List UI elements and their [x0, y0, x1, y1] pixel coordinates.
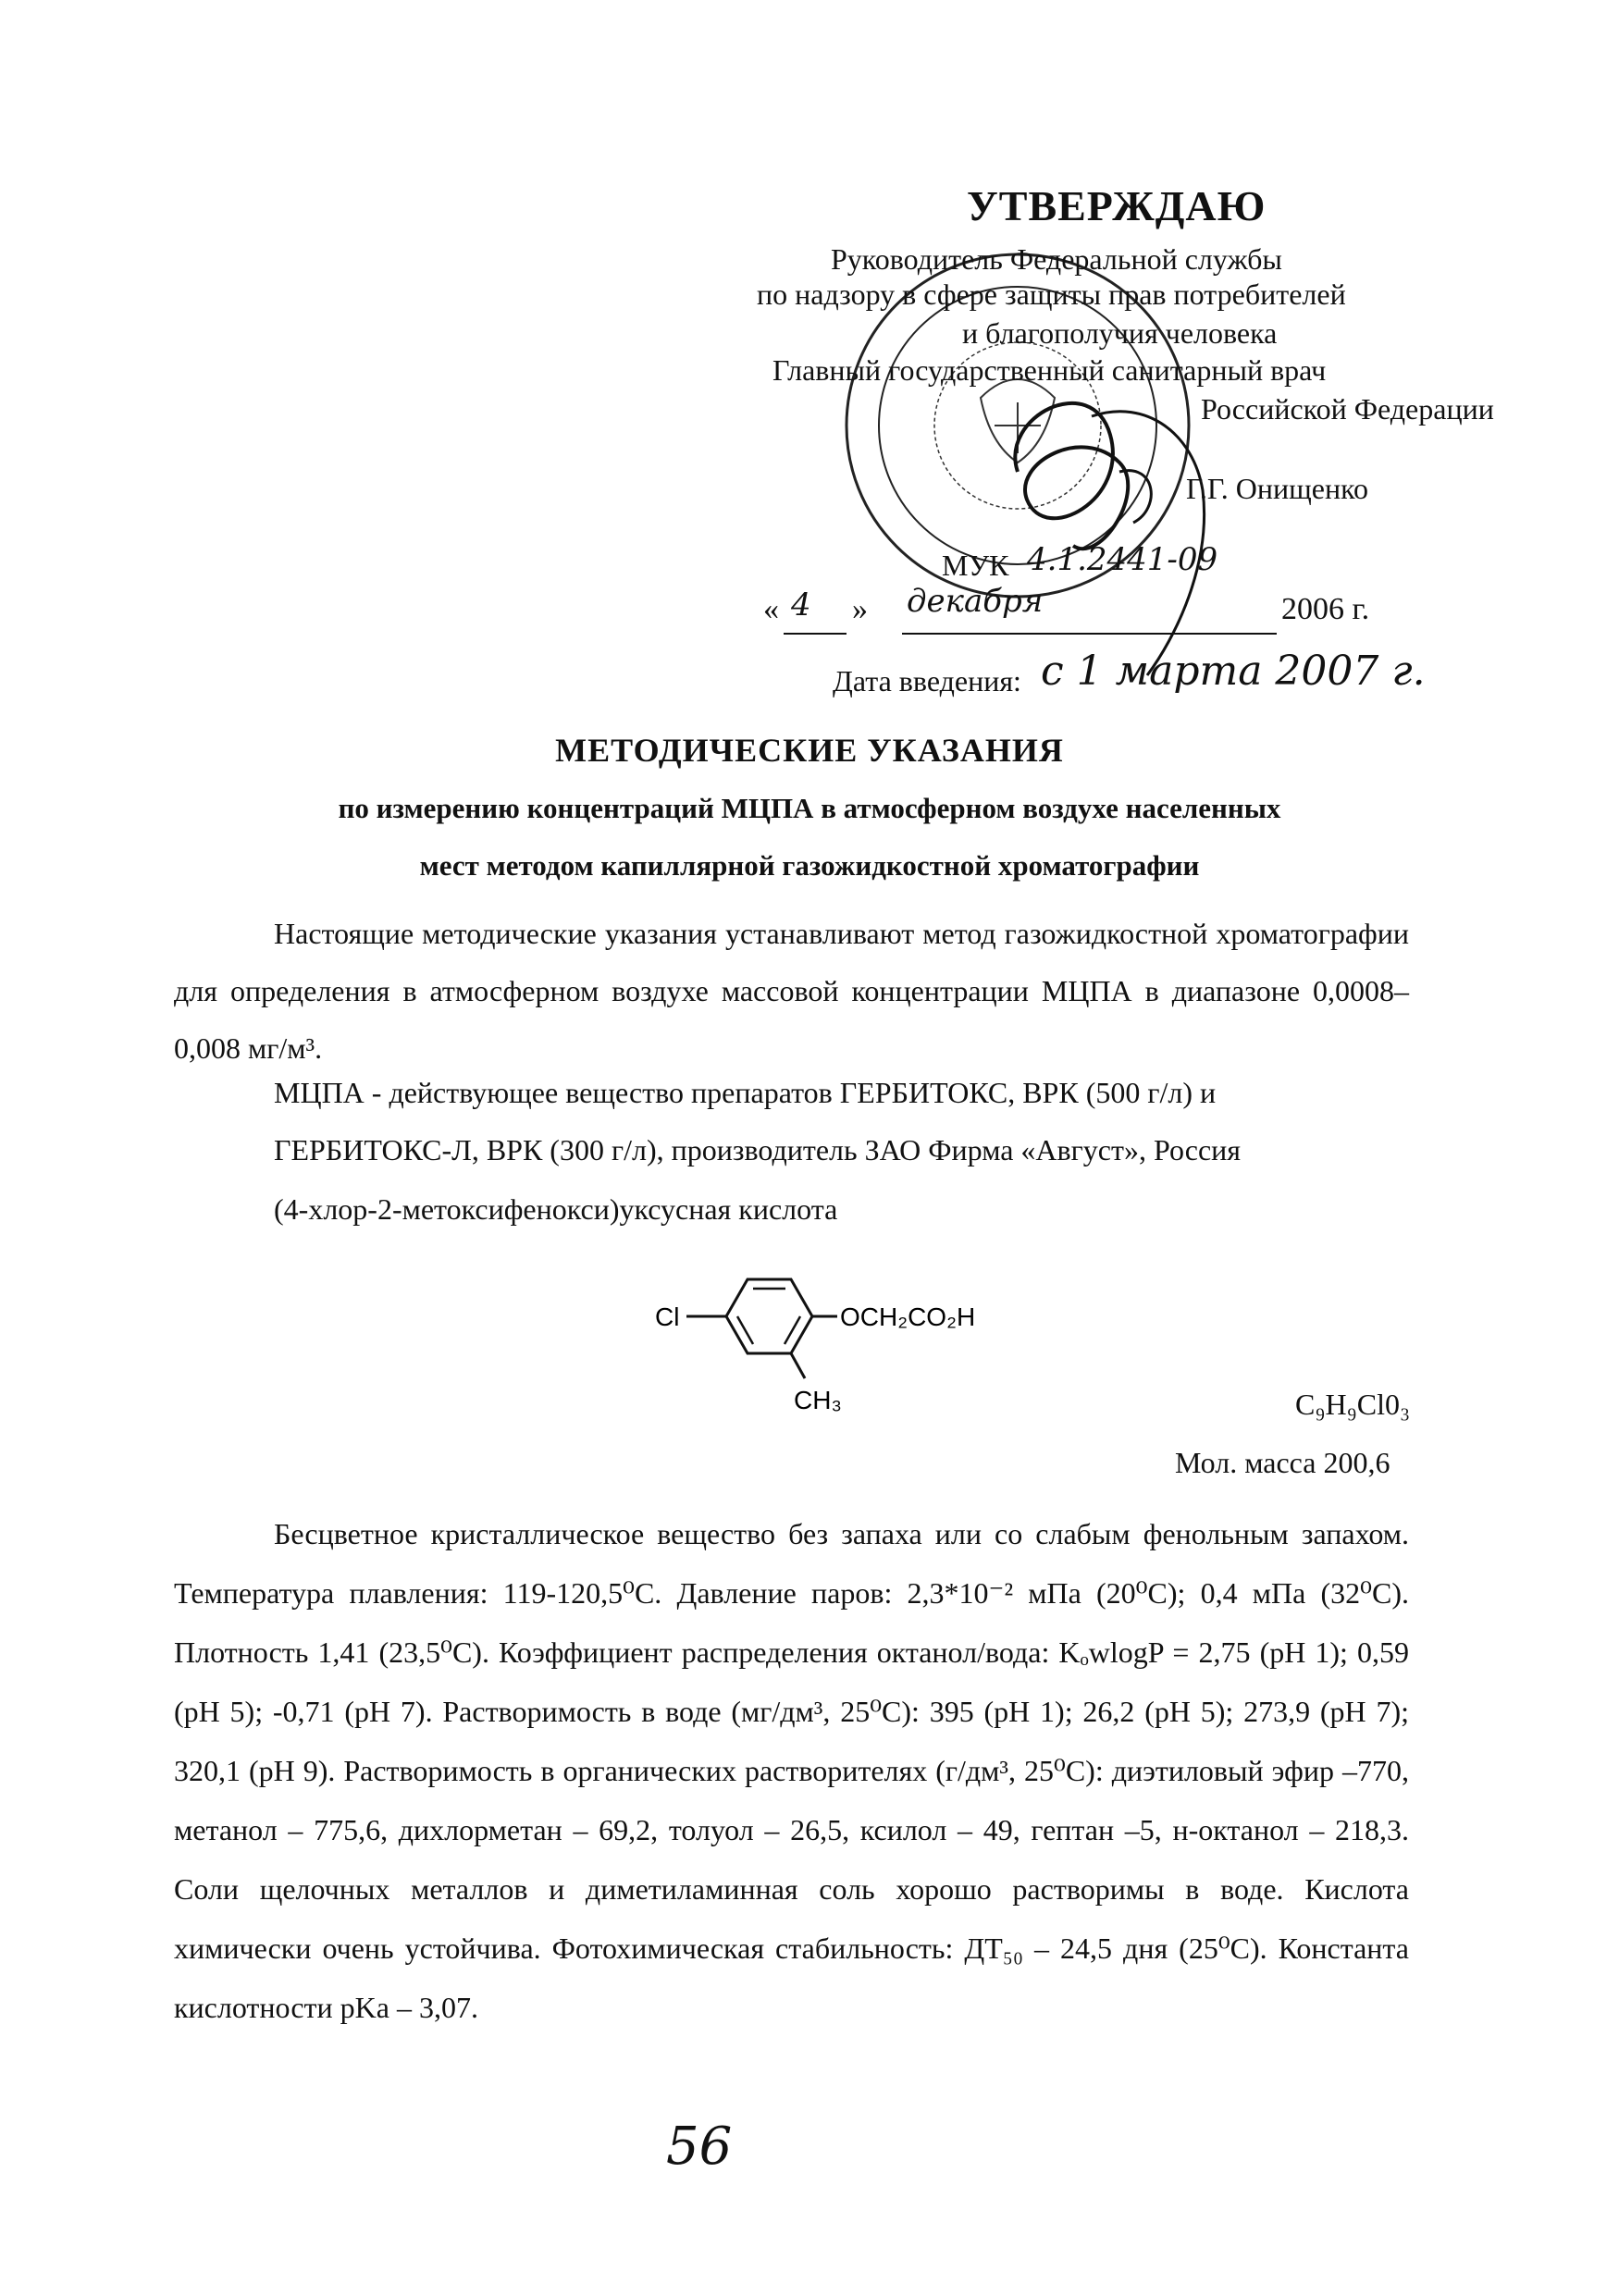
date-day: 4: [791, 586, 811, 623]
introduction-date: с 1 марта 2007 г.: [1041, 648, 1426, 695]
approval-line: и благополучия человека: [962, 316, 1278, 350]
approval-date: [763, 583, 1411, 640]
paragraph-properties: Бесцветное кристаллическое вещество без запаха или со слабым фенольным запахом. Температура плавления: 119-120,5⁰С. Давление паров: 2,3*10⁻² мПа (20⁰С); 0,4 мПа (32⁰С). Плотность 1,41 (23,5⁰С). Коэффициент распределения октанол/вода: KₒwlogP = 2,75 (pH 1); 0,59 (pH 5); -0,71 (pH 7). Растворимость в воде (мг/дм³, 25⁰С): 395 (pH 1); 26,2 (pH 5); 273,9 (pH 7); 320,1 (pH 9). Растворимость в органических растворителях (г/дм³, 25⁰С): диэтиловый эфир –770, метанол – 775,6, дихлорметан – 69,2, толуол – 26,5, ксилол – 49, гептан –5, н-октанол – 218,3. Соли щелочных металлов и диметиламинная соль хорошо растворимы в воде. Кислота химически очень устойчива. Фотохимическая стабильность: ДТ₅₀ – 24,5 дня (25⁰С). Константа кислотности pKa – 3,07.: [174, 1517, 1409, 2024]
approval-line: Главный государственный санитарный врач: [772, 353, 1327, 387]
approval-line: по надзору в сфере защиты прав потребителей: [757, 278, 1346, 311]
paragraph-line: МЦПА - действующее вещество препаратов ГЕРБИТОКС, ВРК (500 г/л) и: [274, 1076, 1217, 1109]
date-month-underline: [902, 633, 1277, 635]
date-open-quote: «: [763, 592, 779, 626]
date-year: 2006 г.: [1281, 592, 1370, 626]
structural-formula: [629, 1253, 1018, 1420]
formula-bottom-group: CH₃: [794, 1386, 842, 1414]
paragraph-scope: Настоящие методические указания устанавливают метод газожидкостной хроматографии для определения в атмосферном воздухе массовой концентрации МЦПА в диапазоне 0,0008– 0,008 мг/м³.: [174, 917, 1409, 1065]
formula-left-group: Cl: [655, 1302, 680, 1331]
approval-line: Российской Федерации: [1201, 392, 1494, 426]
registration-prefix: МУК: [942, 549, 1009, 582]
formula-right-group: OCH₂CO₂H: [840, 1302, 976, 1331]
approval-line: Руководитель Федеральной службы: [831, 242, 1282, 276]
date-close-quote: »: [852, 592, 868, 626]
document-subtitle: мест методом капиллярной газожидкостной хроматографии: [419, 849, 1200, 882]
chemical-name: (4-хлор-2-метоксифенокси)уксусная кислота: [274, 1192, 838, 1226]
document-title: МЕТОДИЧЕСКИЕ УКАЗАНИЯ: [555, 732, 1064, 769]
introduction-label: Дата введения:: [833, 664, 1021, 697]
registration-number: 4.1.2441-09: [1027, 541, 1218, 578]
date-month: декабря: [907, 583, 1044, 620]
molecular-mass: Мол. масса 200,6: [1175, 1446, 1390, 1479]
signature: [962, 361, 1240, 694]
approver-name: Г.Г. Онищенко: [1186, 472, 1369, 505]
paragraph-substance: [174, 1064, 1409, 1179]
molecular-formula: C₉H₉Cl0₃: [1295, 1388, 1411, 1421]
document-subtitle: по измерению концентраций МЦПА в атмосферном воздухе населенных: [338, 792, 1281, 824]
approval-heading: УТВЕРЖДАЮ: [967, 182, 1267, 229]
paragraph-line: ГЕРБИТОКС-Л, ВРК (300 г/л), производитель ЗАО Фирма «Август», Россия: [274, 1133, 1241, 1167]
date-day-underline: [784, 633, 847, 635]
page-number: 56: [666, 2117, 733, 2177]
